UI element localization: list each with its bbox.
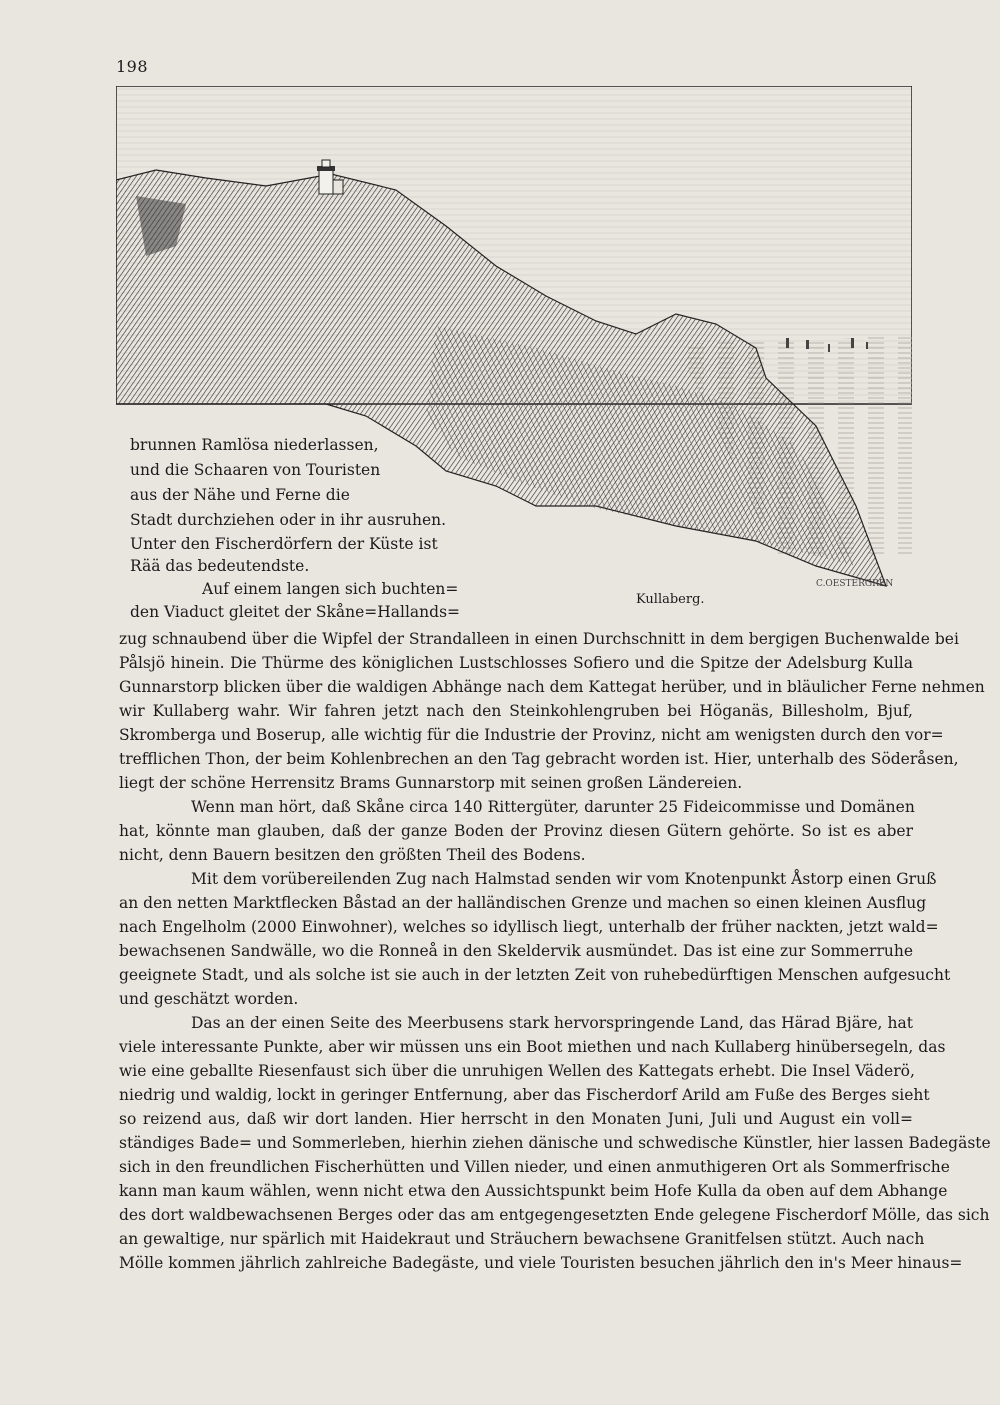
body-line-9: hat, könnte man glauben, daß der ganze Boden der Provinz diesen Gütern gehörte. So ist es aber	[119, 822, 913, 840]
body-line-27: Mölle kommen jährlich zahlreiche Badegäste, und viele Touristen besuchen jährlich den in's Meer hinaus=	[119, 1254, 963, 1272]
column-line-1: brunnen Ramlösa niederlassen,	[130, 436, 379, 454]
body-line-19: wie eine geballte Riesenfaust sich über die unruhigen Wellen des Kattegats erhebt. Die Insel Väderö,	[119, 1062, 915, 1080]
body-line-12: an den netten Marktflecken Båstad an der halländischen Grenze und machen so einen kleinen Ausflug	[119, 894, 927, 912]
body-line-15: geeignete Stadt, und als solche ist sie auch in der letzten Zeit von ruhebedürftigen Menschen aufgesucht	[119, 966, 951, 984]
column-line-6: Rää das bedeutendste.	[130, 557, 310, 575]
body-line-26: an gewaltige, nur spärlich mit Haidekraut und Sträuchern bewachsene Granitfelsen stützt. Auch nach	[119, 1230, 925, 1248]
body-line-18: viele interessante Punkte, aber wir müssen uns ein Boot miethen und nach Kullaberg hinübersegeln, das	[119, 1038, 946, 1056]
column-line-8: den Viaduct gleitet der Skåne=Hallands=	[130, 603, 461, 621]
body-line-25: des dort waldbewachsenen Berges oder das am entgegengesetzten Ende gelegene Fischerdorf Mölle, das sich	[119, 1206, 990, 1224]
body-line-13: nach Engelholm (2000 Einwohner), welches so idyllisch liegt, unterhalb der früher nackten, jetzt wald=	[119, 918, 939, 936]
figure-caption: Kullaberg.	[636, 592, 705, 607]
body-line-16: und geschätzt worden.	[119, 990, 299, 1008]
body-line-1: zug schnaubend über die Wipfel der Strandalleen in einen Durchschnitt in dem bergigen Buchenwalde bei	[119, 630, 959, 648]
body-line-22: ständiges Bade= und Sommerleben, hierhin ziehen dänische und schwedische Künstler, hier lassen Badegäste	[119, 1134, 991, 1152]
column-line-2: und die Schaaren von Touristen	[130, 461, 381, 479]
body-line-23: sich in den freundlichen Fischerhütten und Villen nieder, und einen anmuthigeren Ort als Sommerfrische	[119, 1158, 950, 1176]
body-line-8: Wenn man hört, daß Skåne circa 140 Rittergüter, darunter 25 Fideicommisse und Domänen	[191, 798, 915, 816]
body-line-10: nicht, denn Bauern besitzen den größten Theil des Bodens.	[119, 846, 586, 864]
body-line-4: wir Kullaberg wahr. Wir fahren jetzt nach den Steinkohlengruben bei Höganäs, Billesholm, Bjuf,	[119, 702, 913, 720]
body-line-3: Gunnarstorp blicken über die waldigen Abhänge nach dem Kattegat herüber, und in bläulicher Ferne nehmen	[119, 678, 985, 696]
column-line-4: Stadt durchziehen oder in ihr ausruhen.	[130, 511, 447, 529]
body-line-7: liegt der schöne Herrensitz Brams Gunnarstorp mit seinen großen Ländereien.	[119, 774, 743, 792]
body-line-5: Skromberga und Boserup, alle wichtig für die Industrie der Provinz, nicht am wenigsten durch den vor=	[119, 726, 944, 744]
column-line-3: aus der Nähe und Ferne die	[130, 486, 350, 504]
body-line-2: Pålsjö hinein. Die Thürme des königlichen Lustschlosses Sofiero und die Spitze der Adelsburg Kulla	[119, 654, 913, 672]
body-line-11: Mit dem vorübereilenden Zug nach Halmstad senden wir vom Knotenpunkt Åstorp einen Gruß	[191, 870, 937, 888]
body-line-6: trefflichen Thon, der beim Kohlenbrechen an den Tag gebracht worden ist. Hier, unterhalb des Söderåsen,	[119, 750, 959, 768]
column-line-5: Unter den Fischerdörfern der Küste ist	[130, 535, 438, 553]
body-line-20: niedrig und waldig, lockt in geringer Entfernung, aber das Fischerdorf Arild am Fuße des Berges sieht	[119, 1086, 930, 1104]
column-line-7: Auf einem langen sich buchten=	[202, 580, 459, 598]
page-number: 198	[116, 57, 149, 76]
body-line-14: bewachsenen Sandwälle, wo die Ronneå in den Skeldervik ausmündet. Das ist eine zur Sommerruhe	[119, 942, 913, 960]
artist-signature: C.OESTERGREN	[816, 579, 894, 589]
body-line-24: kann man kaum wählen, wenn nicht etwa den Aussichtspunkt beim Hofe Kulla da oben auf dem Abhange	[119, 1182, 948, 1200]
body-line-17: Das an der einen Seite des Meerbusens stark hervorspringende Land, das Härad Bjäre, hat	[191, 1014, 913, 1032]
body-line-21: so reizend aus, daß wir dort landen. Hier herrscht in den Monaten Juni, Juli und August ein voll=	[119, 1110, 913, 1128]
